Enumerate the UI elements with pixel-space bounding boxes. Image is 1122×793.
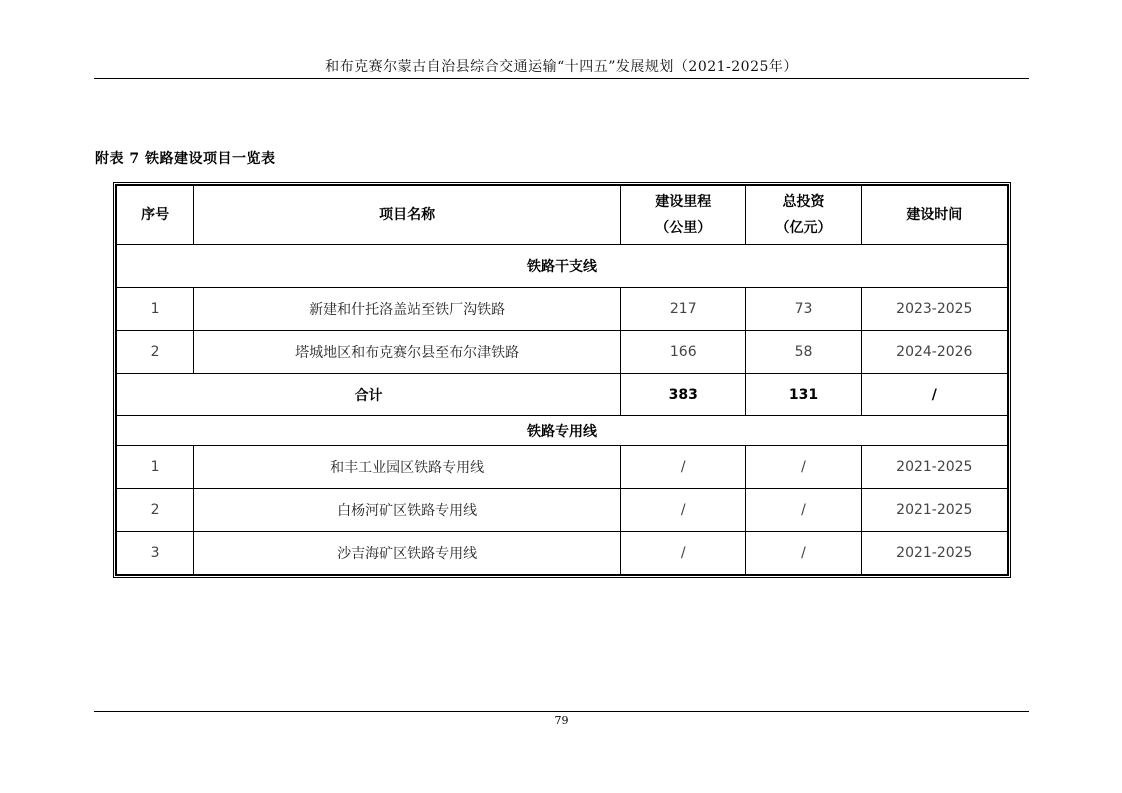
col-header-length-line2: （公里） (655, 220, 712, 236)
cell-index: 1 (117, 288, 194, 331)
cell-period: 2021-2025 (861, 446, 1007, 489)
cell-investment: / (746, 532, 861, 575)
cell-length: / (621, 489, 746, 532)
cell-period: 2023-2025 (861, 288, 1007, 331)
cell-name: 新建和什托洛盖站至铁厂沟铁路 (194, 288, 621, 331)
total-label: 合计 (117, 374, 621, 416)
footer-rule (94, 711, 1029, 712)
col-header-length (621, 186, 746, 245)
section-row-mainline (117, 245, 1008, 288)
page-header: 和布克赛尔蒙古自治县综合交通运输“十四五”发展规划（2021-2025年） (325, 59, 798, 75)
cell-period: 2021-2025 (861, 532, 1007, 575)
cell-length: / (621, 532, 746, 575)
col-header-period: 建设时间 (861, 186, 1007, 245)
total-period: / (861, 374, 1007, 416)
cell-length: 166 (621, 331, 746, 374)
section-title: 铁路干支线 (117, 245, 1008, 288)
table-row (117, 288, 1008, 331)
cell-period: 2024-2026 (861, 331, 1007, 374)
cell-index: 2 (117, 489, 194, 532)
table-row (117, 489, 1008, 532)
cell-index: 2 (117, 331, 194, 374)
cell-investment: 58 (746, 331, 861, 374)
col-header-investment-line2: （亿元） (775, 220, 832, 236)
cell-name: 和丰工业园区铁路专用线 (194, 446, 621, 489)
table-row (117, 532, 1008, 575)
cell-investment: / (746, 489, 861, 532)
total-length: 383 (621, 374, 746, 416)
cell-name: 塔城地区和布克赛尔县至布尔津铁路 (194, 331, 621, 374)
total-row (117, 374, 1008, 416)
cell-length: 217 (621, 288, 746, 331)
table-row (117, 331, 1008, 374)
cell-name: 沙吉海矿区铁路专用线 (194, 532, 621, 575)
col-header-length-line1: 建设里程 (655, 194, 712, 210)
cell-index: 1 (117, 446, 194, 489)
col-header-name: 项目名称 (194, 186, 621, 245)
cell-investment: 73 (746, 288, 861, 331)
page-number: 79 (554, 714, 569, 727)
total-investment: 131 (746, 374, 861, 416)
section-title: 铁路专用线 (117, 416, 1008, 446)
col-header-investment-line1: 总投资 (782, 194, 825, 210)
table-header-row (117, 186, 1008, 245)
table-caption: 附表 7 铁路建设项目一览表 (95, 151, 276, 167)
col-header-investment (746, 186, 861, 245)
railway-projects-table (113, 182, 1011, 578)
cell-name: 白杨河矿区铁路专用线 (194, 489, 621, 532)
cell-period: 2021-2025 (861, 489, 1007, 532)
table-row (117, 446, 1008, 489)
table (116, 185, 1008, 575)
cell-investment: / (746, 446, 861, 489)
cell-length: / (621, 446, 746, 489)
col-header-index: 序号 (117, 186, 194, 245)
section-row-spur (117, 416, 1008, 446)
cell-index: 3 (117, 532, 194, 575)
header-rule (94, 78, 1029, 79)
